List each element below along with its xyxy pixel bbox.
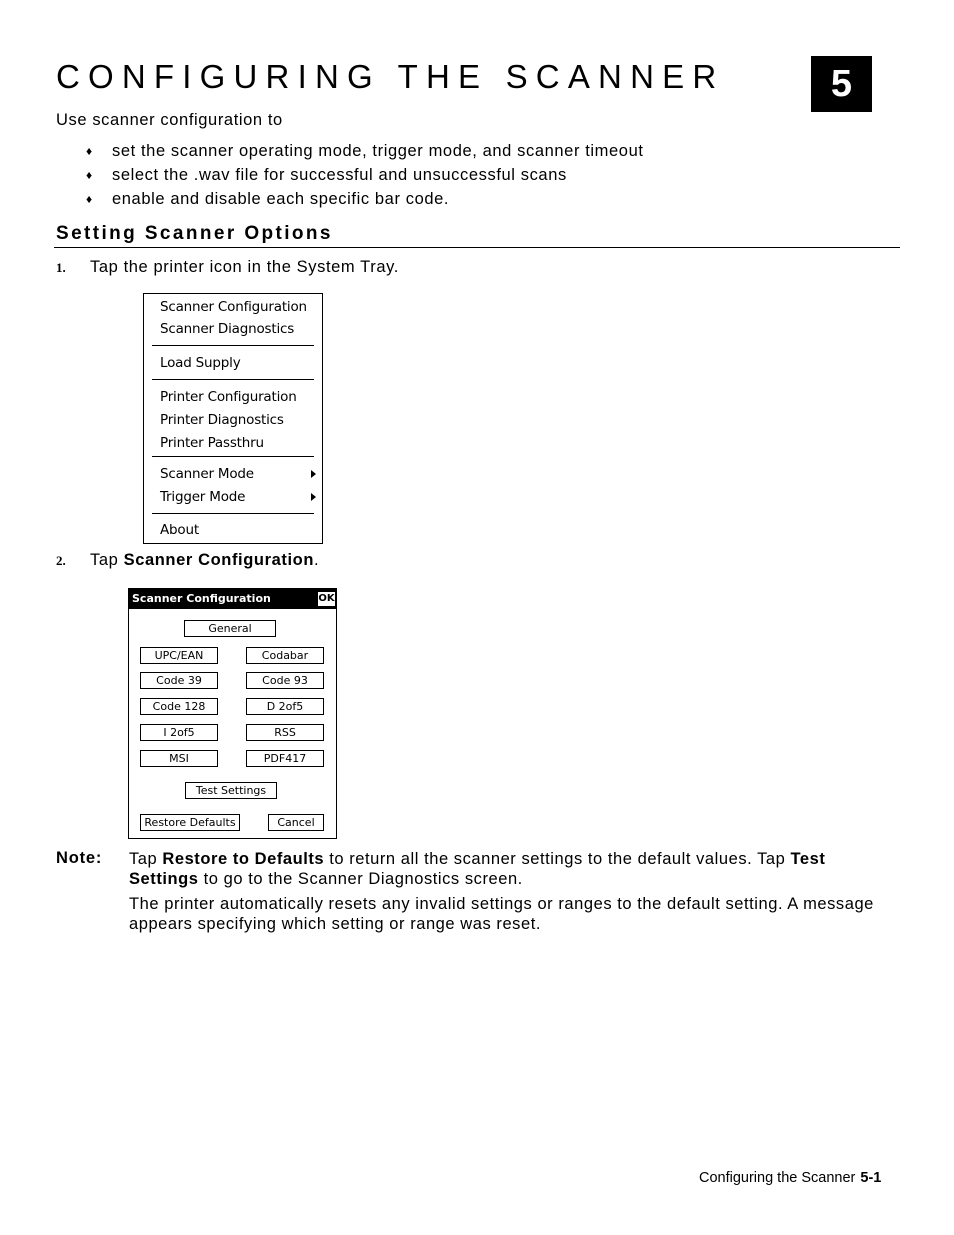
note-paragraph: Tap Restore to Defaults to return all the scanner settings to the default values. Tap Test Settings to go to the Scanner Diagnostics screen.: [129, 850, 826, 888]
bullet-icon: ♦: [86, 192, 93, 206]
code-93-button[interactable]: Code 93: [246, 672, 324, 689]
code-39-button[interactable]: Code 39: [140, 672, 218, 689]
menu-separator: [152, 513, 314, 514]
chapter-number-badge: 5: [811, 56, 872, 112]
menu-separator: [152, 345, 314, 346]
menu-separator: [152, 379, 314, 380]
note-label: Note:: [56, 849, 103, 867]
step-text: Tap the printer icon in the System Tray.: [90, 258, 399, 276]
menu-item-printer-passthru[interactable]: Printer Passthru: [160, 435, 264, 451]
submenu-arrow-icon: [311, 470, 316, 478]
window-title: Scanner Configuration: [129, 589, 336, 609]
bullet-item: enable and disable each specific bar code.: [112, 190, 450, 208]
menu-item-printer-configuration[interactable]: Printer Configuration: [160, 389, 297, 405]
menu-item-trigger-mode[interactable]: Trigger Mode: [160, 489, 246, 505]
codabar-button[interactable]: Codabar: [246, 647, 324, 664]
i-2of5-button[interactable]: I 2of5: [140, 724, 218, 741]
menu-item-scanner-mode[interactable]: Scanner Mode: [160, 466, 254, 482]
menu-separator: [152, 456, 314, 457]
pdf417-button[interactable]: PDF417: [246, 750, 324, 767]
step-number: 2.: [56, 553, 66, 568]
restore-defaults-button[interactable]: Restore Defaults: [140, 814, 240, 831]
note-paragraph: The printer automatically resets any invalid settings or ranges to the default setting. A message appears specifying which setting or range was reset.: [129, 895, 874, 933]
d-2of5-button[interactable]: D 2of5: [246, 698, 324, 715]
rss-button[interactable]: RSS: [246, 724, 324, 741]
ok-button[interactable]: OK: [317, 591, 336, 607]
upc-ean-button[interactable]: UPC/EAN: [140, 647, 218, 664]
menu-item-about[interactable]: About: [160, 522, 199, 538]
menu-item-scanner-configuration[interactable]: Scanner Configuration: [160, 299, 307, 315]
step-text: Tap Scanner Configuration.: [90, 551, 320, 569]
page-footer: Configuring the Scanner 5-1: [699, 1170, 882, 1186]
menu-item-load-supply[interactable]: Load Supply: [160, 355, 241, 371]
bullet-item: select the .wav file for successful and unsuccessful scans: [112, 166, 567, 184]
step-number: 1.: [56, 260, 66, 275]
msi-button[interactable]: MSI: [140, 750, 218, 767]
bullet-icon: ♦: [86, 144, 93, 158]
submenu-arrow-icon: [311, 493, 316, 501]
cancel-button[interactable]: Cancel: [268, 814, 324, 831]
section-rule: [54, 247, 900, 248]
chapter-title: CONFIGURING THE SCANNER: [56, 58, 725, 95]
code-128-button[interactable]: Code 128: [140, 698, 218, 715]
menu-item-printer-diagnostics[interactable]: Printer Diagnostics: [160, 412, 284, 428]
general-button[interactable]: General: [184, 620, 276, 637]
bullet-item: set the scanner operating mode, trigger mode, and scanner timeout: [112, 142, 644, 160]
scanner-configuration-window: [128, 588, 337, 839]
system-tray-menu: [143, 293, 323, 544]
test-settings-button[interactable]: Test Settings: [185, 782, 277, 799]
menu-item-scanner-diagnostics[interactable]: Scanner Diagnostics: [160, 321, 295, 337]
intro-lead: Use scanner configuration to: [56, 111, 283, 129]
section-heading: Setting Scanner Options: [56, 223, 333, 244]
bullet-icon: ♦: [86, 168, 93, 182]
